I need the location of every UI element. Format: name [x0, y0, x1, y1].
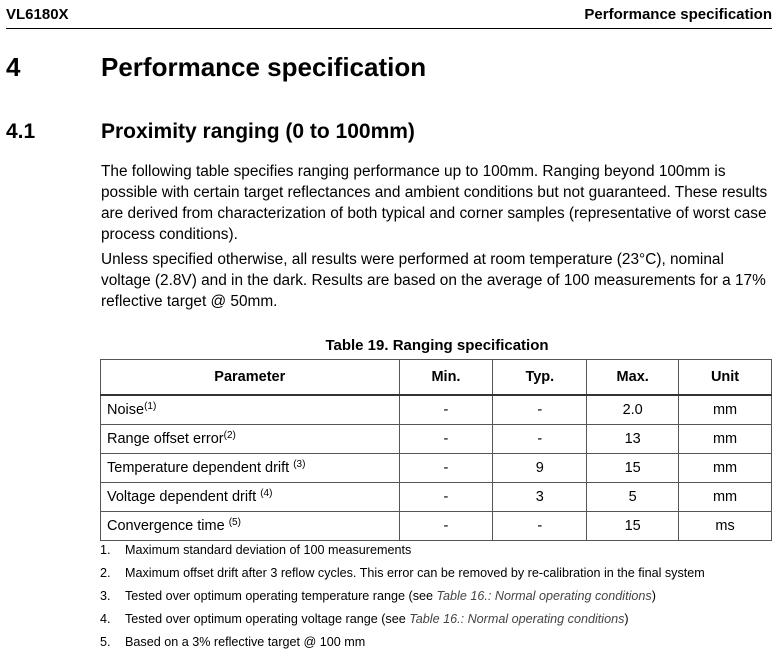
- footnote: [100, 541, 776, 564]
- min-cell: -: [399, 395, 493, 425]
- intro-paragraph: The following table specifies ranging performance up to 100mm. Ranging beyond 100mm is possible with certain target reflectances and ambient conditions but not guaranteed. These results are derived from characterization of both typical and corner samples (representative of worst case process conditions).: [101, 163, 768, 243]
- footnote-text-end: ): [624, 612, 629, 626]
- param-name: Temperature dependent drift: [107, 460, 294, 476]
- param-cell: [101, 512, 400, 541]
- footnote-text: Based on a 3% reflective target @ 100 mm: [125, 635, 366, 649]
- min-cell: -: [399, 425, 493, 454]
- page-header: [6, 6, 772, 29]
- param-name: Noise: [107, 402, 145, 418]
- footnote: [100, 610, 776, 633]
- min-cell: -: [399, 483, 493, 512]
- footnote-number: 4.: [100, 612, 111, 626]
- footnote: [100, 587, 776, 610]
- header-min: Min.: [399, 360, 493, 396]
- footnote-ref: (5): [228, 517, 241, 528]
- header-section-title: Performance specification: [584, 6, 772, 23]
- typ-cell: 9: [493, 454, 587, 483]
- footnote: [100, 564, 776, 587]
- table-header-row: [101, 360, 772, 396]
- header-parameter: Parameter: [101, 360, 400, 396]
- typ-cell: -: [493, 425, 587, 454]
- max-cell: 15: [587, 454, 679, 483]
- typ-cell: 3: [493, 483, 587, 512]
- max-cell: 13: [587, 425, 679, 454]
- header-typ: Typ.: [493, 360, 587, 396]
- table-16-link[interactable]: Table 16.: Normal operating conditions: [409, 612, 625, 626]
- unit-cell: mm: [679, 483, 772, 512]
- table-row: [101, 425, 772, 454]
- table-row: [101, 395, 772, 425]
- param-cell: [101, 395, 400, 425]
- max-cell: 5: [587, 483, 679, 512]
- footnote-number: 5.: [100, 635, 111, 649]
- max-cell: 15: [587, 512, 679, 541]
- subsection-number: 4.1: [6, 120, 36, 143]
- unit-cell: ms: [679, 512, 772, 541]
- table-row: [101, 454, 772, 483]
- conditions-paragraph: Unless specified otherwise, all results were performed at room temperature (23°C), nominal voltage (2.8V) and in the dark. Results are based on the average of 100 measurements for a 17% reflective target @ 50mm.: [101, 251, 766, 310]
- footnote-ref: (3): [293, 459, 306, 470]
- table-row: [101, 512, 772, 541]
- footnote-ref: (4): [260, 488, 273, 499]
- min-cell: -: [399, 454, 493, 483]
- unit-cell: mm: [679, 395, 772, 425]
- param-cell: [101, 425, 400, 454]
- subsection-title: Proximity ranging (0 to 100mm): [101, 120, 415, 143]
- footnote-text: Maximum offset drift after 3 reflow cycles. This error can be removed by re-calibration in the final system: [125, 566, 705, 580]
- section-title: Performance specification: [101, 52, 427, 82]
- max-cell: 2.0: [587, 395, 679, 425]
- footnote-text: Tested over optimum operating temperature range (see: [125, 589, 437, 603]
- product-name: VL6180X: [6, 6, 69, 23]
- footnote-number: 3.: [100, 589, 111, 603]
- footnote-number: 2.: [100, 566, 111, 580]
- footnote-ref: (2): [223, 430, 236, 441]
- typ-cell: -: [493, 395, 587, 425]
- footnote-ref: (1): [144, 401, 157, 412]
- footnote-text-end: ): [651, 589, 656, 603]
- param-cell: [101, 454, 400, 483]
- unit-cell: mm: [679, 425, 772, 454]
- unit-cell: mm: [679, 454, 772, 483]
- footnote-text: Tested over optimum operating voltage range (see: [125, 612, 410, 626]
- param-name: Range offset error: [107, 431, 224, 447]
- min-cell: -: [399, 512, 493, 541]
- header-unit: Unit: [679, 360, 772, 396]
- table-footnotes: [100, 541, 776, 656]
- table-caption: Table 19. Ranging specification: [325, 337, 549, 354]
- header-max: Max.: [587, 360, 679, 396]
- param-name: Convergence time: [107, 518, 229, 534]
- footnote-text: Maximum standard deviation of 100 measurements: [125, 543, 412, 557]
- typ-cell: -: [493, 512, 587, 541]
- ranging-spec-table: [100, 359, 772, 541]
- table-16-link[interactable]: Table 16.: Normal operating conditions: [436, 589, 652, 603]
- table-row: [101, 483, 772, 512]
- param-cell: [101, 483, 400, 512]
- footnote: [100, 633, 776, 656]
- param-name: Voltage dependent drift: [107, 489, 261, 505]
- section-number: 4: [6, 52, 21, 82]
- footnote-number: 1.: [100, 543, 111, 557]
